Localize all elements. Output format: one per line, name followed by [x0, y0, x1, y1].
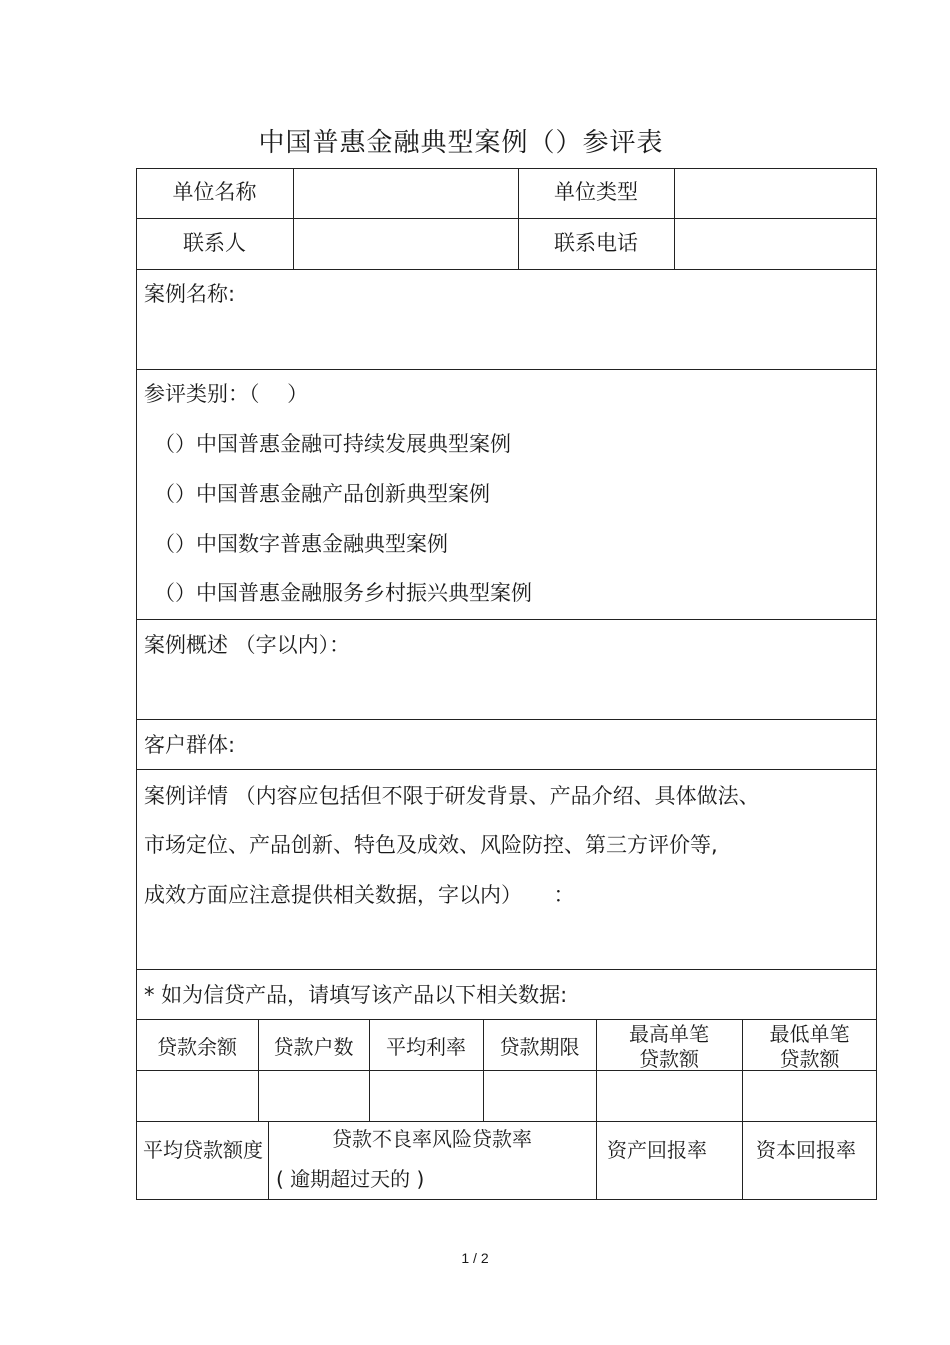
households-field[interactable] — [259, 1072, 369, 1120]
row-divider — [136, 769, 877, 770]
unit-type-label: 单位类型 — [554, 180, 638, 204]
row-divider — [136, 218, 877, 219]
phone-field[interactable] — [675, 220, 875, 269]
details-line: 市场定位、产品创新、特色及成效、风险防控、第三方评价等, — [144, 833, 718, 857]
case-name-label: 案例名称: — [144, 282, 236, 306]
overview-label: 案例概述 （字以内）： — [144, 633, 351, 657]
form-title: 中国普惠金融典型案例（）参评表 — [258, 128, 664, 158]
header-balance: 贷款余额 — [157, 1035, 237, 1059]
header-npl-1: 贷款不良率风险贷款率 — [332, 1127, 532, 1151]
row-divider — [136, 969, 877, 970]
details-line: 案例详情 （内容应包括但不限于研发背景、产品介绍、具体做法、 — [144, 784, 760, 808]
unit-type-field[interactable] — [675, 170, 875, 218]
min-loan-field[interactable] — [743, 1072, 875, 1120]
row-divider — [136, 619, 877, 620]
avg-rate-field[interactable] — [370, 1072, 483, 1120]
header-roe: 资本回报率 — [756, 1138, 856, 1162]
row-divider — [136, 269, 877, 270]
category-label: 参评类别：（ ） — [144, 382, 309, 406]
row-divider — [136, 369, 877, 370]
page-number: 1 / 2 — [461, 1250, 489, 1266]
phone-label: 联系电话 — [554, 231, 638, 255]
term-field[interactable] — [484, 1072, 596, 1120]
credit-note: * 如为信贷产品，请填写该产品以下相关数据: — [144, 983, 568, 1007]
header-roa: 资产回报率 — [607, 1138, 707, 1162]
row-divider — [136, 719, 877, 720]
header-max-loan-2: 贷款额 — [639, 1047, 699, 1071]
category-option[interactable]: （）中国数字普惠金融典型案例 — [154, 532, 448, 556]
category-option[interactable]: （）中国普惠金融可持续发展典型案例 — [154, 432, 511, 456]
category-option[interactable]: （）中国普惠金融服务乡村振兴典型案例 — [154, 581, 532, 605]
max-loan-field[interactable] — [597, 1072, 742, 1120]
header-avg-amount: 平均贷款额度 — [143, 1138, 263, 1162]
unit-name-field[interactable] — [294, 170, 518, 218]
category-option[interactable]: （）中国普惠金融产品创新典型案例 — [154, 482, 490, 506]
header-max-loan-1: 最高单笔 — [629, 1022, 709, 1046]
customers-label: 客户群体: — [144, 733, 236, 757]
contact-field[interactable] — [294, 220, 518, 269]
header-min-loan-2: 贷款额 — [779, 1047, 840, 1071]
row-divider — [136, 1019, 877, 1020]
contact-label: 联系人 — [183, 231, 246, 255]
header-avg-rate: 平均利率 — [386, 1035, 466, 1059]
details-line: 成效方面应注意提供相关数据，字以内） ： — [144, 883, 575, 907]
header-npl-2: ( 逾期超过天的 ) — [276, 1167, 425, 1191]
header-min-loan-1: 最低单笔 — [769, 1022, 850, 1046]
header-term: 贷款期限 — [499, 1035, 580, 1059]
unit-name-label: 单位名称 — [172, 180, 257, 204]
balance-field[interactable] — [137, 1072, 258, 1120]
row-divider — [136, 1121, 877, 1122]
header-households: 贷款户数 — [273, 1035, 354, 1059]
